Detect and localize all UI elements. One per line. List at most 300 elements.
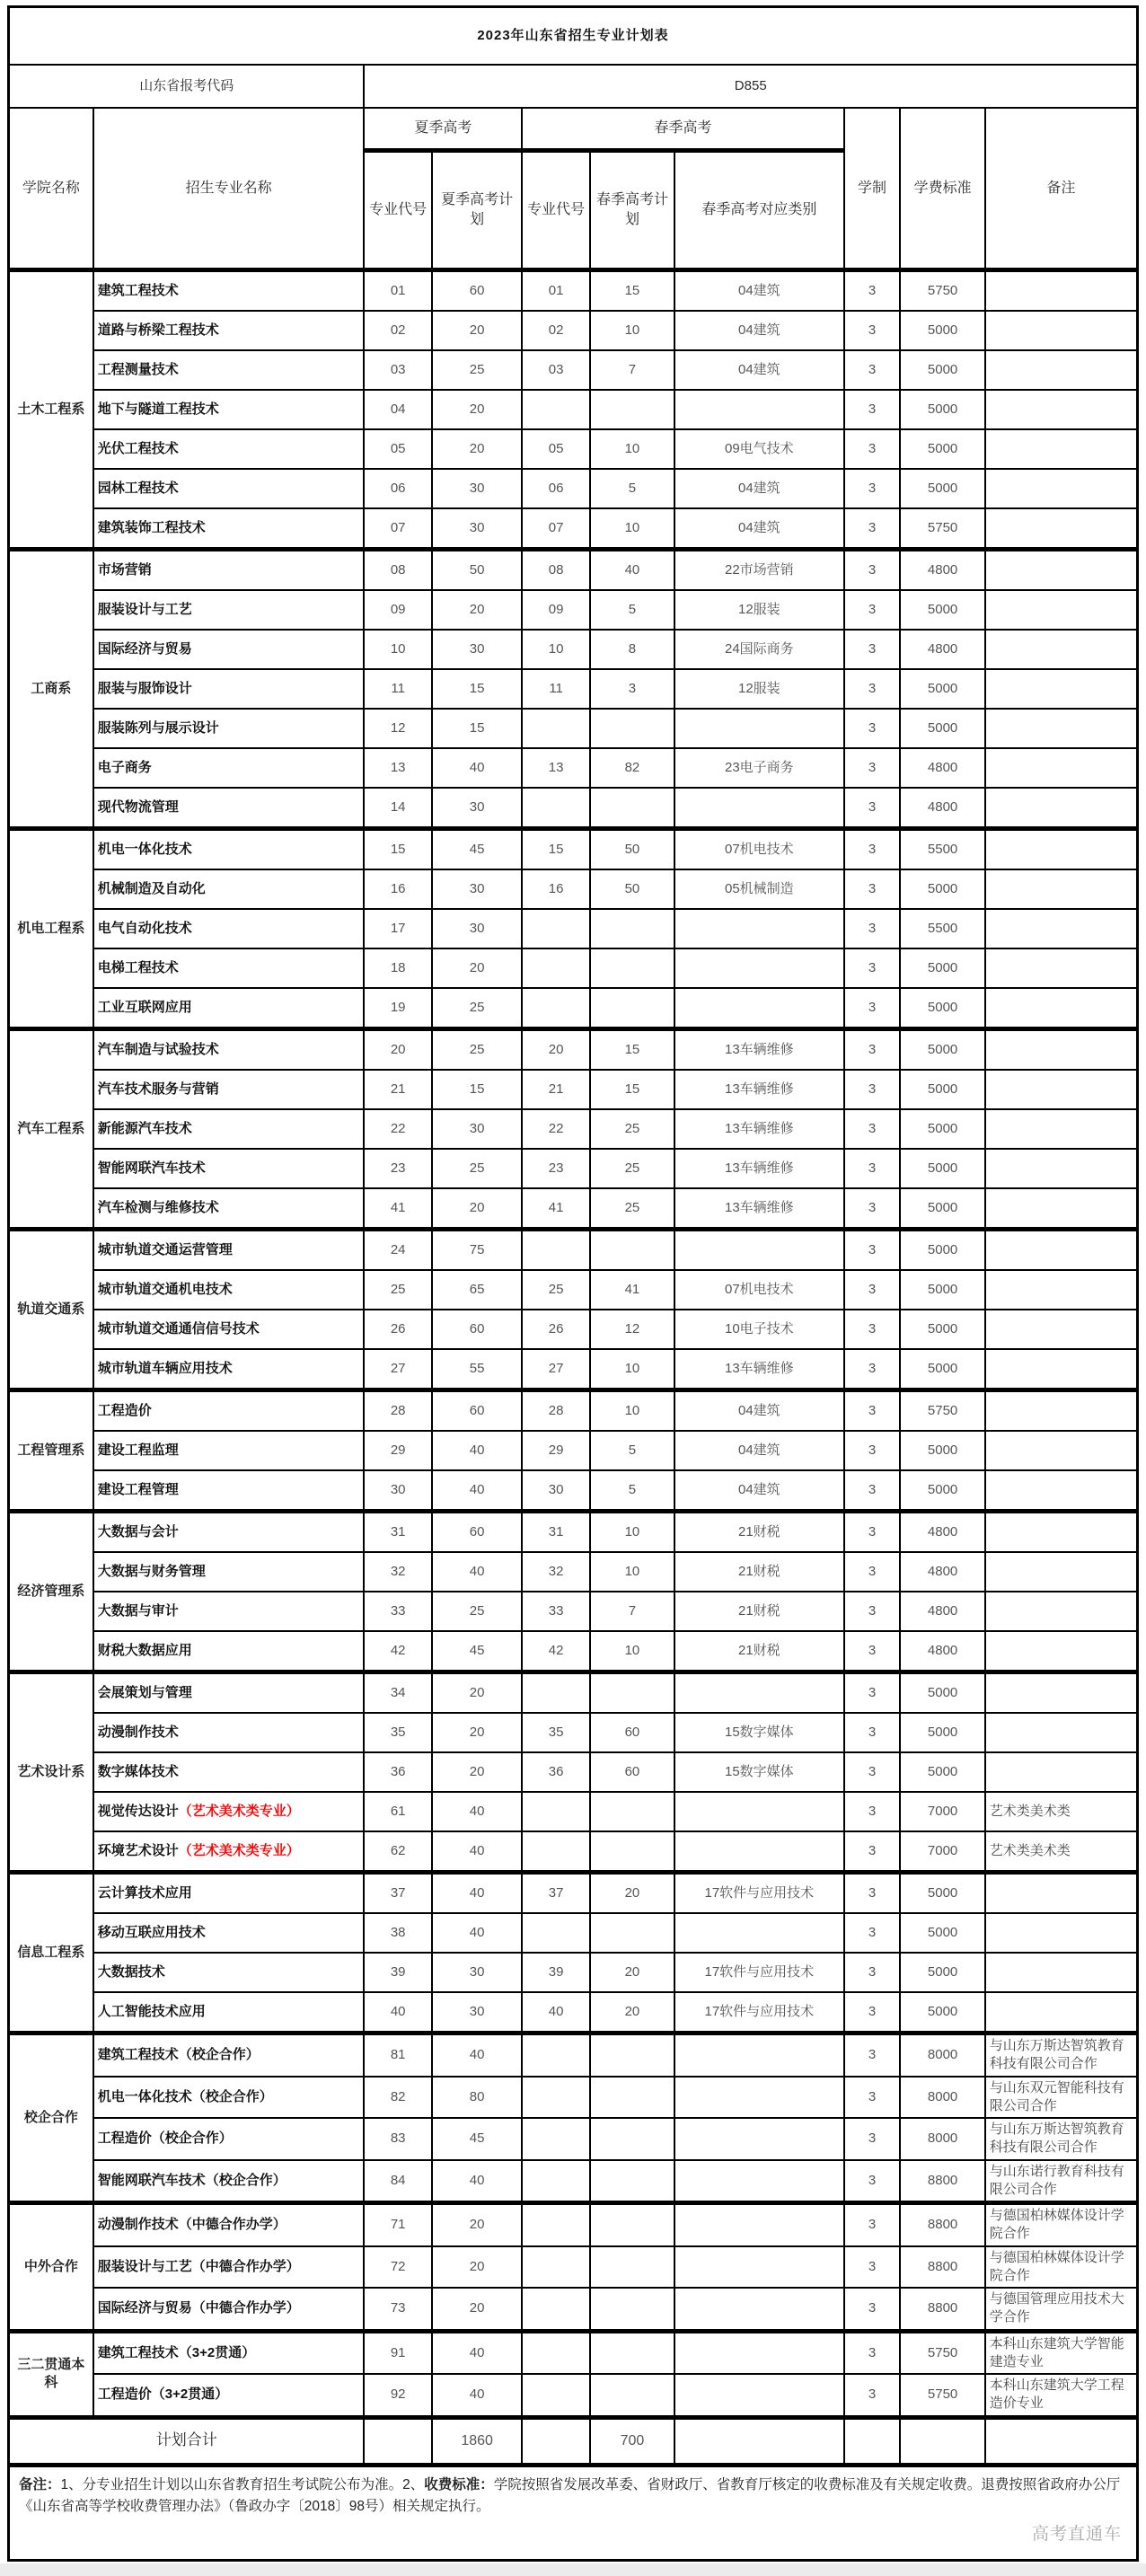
duration-cell: 3 [844,1953,901,1992]
summer-code-cell: 40 [364,1992,431,2033]
spring-plan-cell: 15 [590,1029,674,1071]
summer-plan-cell: 40 [432,1831,523,1873]
summer-code-cell: 04 [364,390,431,429]
summer-plan-cell: 20 [432,2203,523,2246]
footnote-part2: 学院按照省发展改革委、省财政厅、省教育厅核定的收费标准及有关规定收费。退费按照省政府办公厅《山东省高等学校收费管理办法》（鲁政办字〔2018〕98号）相关规定执行。 [19,2476,1121,2514]
summer-plan-cell: 30 [432,1953,523,1992]
duration-cell: 3 [844,1672,901,1714]
duration-cell: 3 [844,2160,901,2203]
major-name-cell [93,748,365,788]
major-name-cell [93,909,365,948]
table-row [9,469,1138,508]
table-row [9,1230,1138,1271]
tuition-cell: 4800 [900,1512,984,1553]
college-name-cell: 轨道交通系 [9,1230,93,1390]
duration-cell: 3 [844,2203,901,2246]
spring-category-cell: 17软件与应用技术 [674,1992,844,2033]
footnote-text [19,2475,1127,2518]
summer-code-cell: 05 [364,429,431,469]
remark-cell [985,748,1138,788]
college-name-cell: 汽车工程系 [9,1029,93,1230]
header-duration: 学制 [844,108,901,270]
spring-code-cell: 21 [522,1070,589,1109]
total-spring-plan: 700 [590,2417,674,2465]
header-band-row [9,108,1138,151]
spring-category-cell: 04建筑 [674,350,844,390]
remark-cell [985,1752,1138,1792]
college-name-cell: 经济管理系 [9,1512,93,1672]
duration-cell: 3 [844,669,901,709]
major-name-text: 云计算技术应用 [97,1884,192,1901]
major-name-text: 服装陈列与展示设计 [97,719,219,736]
duration-cell: 3 [844,1431,901,1470]
summer-code-cell: 42 [364,1631,431,1672]
spring-plan-cell: 10 [590,1552,674,1592]
college-name-cell: 工商系 [9,550,93,829]
summer-plan-cell: 20 [432,1188,523,1230]
summer-plan-cell: 40 [432,2033,523,2077]
spring-category-cell [674,988,844,1029]
spring-category-cell [674,909,844,948]
spring-plan-cell: 10 [590,1512,674,1553]
duration-cell: 3 [844,390,901,429]
spring-plan-cell [590,390,674,429]
summer-code-cell: 21 [364,1070,431,1109]
spring-code-cell [522,2331,589,2374]
major-name-cell [93,550,365,591]
major-red-note: （艺术美术类专业） [178,1803,300,1819]
tuition-cell: 5000 [900,590,984,630]
remark-cell: 与山东万斯达智筑教育科技有限公司合作 [985,2118,1138,2160]
spring-code-cell [522,2033,589,2077]
spring-code-cell: 29 [522,1431,589,1470]
summer-plan-cell: 25 [432,1029,523,1071]
tuition-cell: 5000 [900,1470,984,1512]
summer-code-cell: 34 [364,1672,431,1714]
summer-plan-cell: 30 [432,630,523,669]
tuition-cell: 5000 [900,1752,984,1792]
college-name-cell: 土木工程系 [9,270,93,550]
summer-code-cell: 12 [364,709,431,748]
major-name-text: 工程测量技术 [97,361,179,377]
summer-code-cell: 71 [364,2203,431,2246]
spring-code-cell [522,390,589,429]
summer-code-cell: 02 [364,311,431,350]
major-name-text: 数字媒体技术 [97,1763,179,1779]
table-row [9,1029,1138,1071]
spring-code-cell: 40 [522,1992,589,2033]
spring-category-cell: 21财税 [674,1512,844,1553]
header-summer-code: 专业代号 [364,151,431,270]
duration-cell: 3 [844,2246,901,2289]
table-row [9,1792,1138,1831]
spring-category-cell [674,2288,844,2331]
major-name-cell [93,788,365,829]
major-name-cell [93,1270,365,1310]
major-name-text: 汽车技术服务与营销 [97,1081,219,1097]
major-name-text: 建筑工程技术（校企合作） [97,2047,260,2063]
table-row [9,2288,1138,2331]
tuition-cell: 4800 [900,748,984,788]
spring-plan-cell: 25 [590,1188,674,1230]
total-summer-code-cell [364,2417,431,2465]
table-row [9,1270,1138,1310]
spring-category-cell: 13车辆维修 [674,1149,844,1188]
major-name-cell [93,669,365,709]
spring-code-cell: 39 [522,1953,589,1992]
footnote-row [9,2465,1138,2560]
summer-plan-cell: 60 [432,1390,523,1432]
major-name-cell [93,390,365,429]
summer-plan-cell: 25 [432,988,523,1029]
spring-code-cell [522,909,589,948]
duration-cell: 3 [844,1470,901,1512]
major-name-text: 城市轨道交通运营管理 [97,1241,233,1257]
summer-plan-cell: 40 [432,2160,523,2203]
tuition-cell: 5000 [900,1713,984,1752]
spring-plan-cell [590,1230,674,1271]
summer-plan-cell: 50 [432,550,523,591]
total-tuition-cell [900,2417,984,2465]
spring-plan-cell: 60 [590,1713,674,1752]
duration-cell: 3 [844,2331,901,2374]
spring-code-cell [522,2118,589,2160]
remark-cell [985,909,1138,948]
summer-code-cell: 30 [364,1470,431,1512]
remark-cell [985,350,1138,390]
spring-plan-cell: 12 [590,1310,674,1349]
code-row [9,65,1138,108]
summer-plan-cell: 40 [432,1792,523,1831]
summer-code-cell: 61 [364,1792,431,1831]
remark-cell [985,1873,1138,1914]
major-name-text: 大数据与会计 [97,1523,179,1539]
table-row [9,270,1138,312]
summer-code-cell: 41 [364,1188,431,1230]
duration-cell: 3 [844,1873,901,1914]
major-name-text: 电梯工程技术 [97,959,179,975]
total-spring-category-cell [674,2417,844,2465]
summer-plan-cell: 40 [432,748,523,788]
duration-cell: 3 [844,270,901,312]
summer-plan-cell: 40 [432,1913,523,1953]
remark-cell [985,1672,1138,1714]
tuition-cell: 5750 [900,508,984,550]
summer-code-cell: 22 [364,1109,431,1149]
remark-cell [985,1431,1138,1470]
major-name-text: 建筑装饰工程技术 [97,519,206,535]
table-row [9,1592,1138,1631]
header-college: 学院名称 [9,108,93,270]
table-row [9,788,1138,829]
remark-cell [985,869,1138,909]
major-name-cell [93,869,365,909]
major-name-cell [93,2374,365,2417]
tuition-cell: 8800 [900,2160,984,2203]
duration-cell: 3 [844,1713,901,1752]
header-summer-group: 夏季高考 [364,108,522,151]
spring-category-cell: 04建筑 [674,469,844,508]
summer-plan-cell: 20 [432,2288,523,2331]
tuition-cell: 5000 [900,1672,984,1714]
college-name-cell: 工程管理系 [9,1390,93,1512]
major-name-cell [93,350,365,390]
spring-category-cell [674,2246,844,2289]
college-name-cell: 艺术设计系 [9,1672,93,1873]
major-name-text: 大数据技术 [97,1963,165,1980]
summer-code-cell: 09 [364,590,431,630]
tuition-cell: 5500 [900,829,984,870]
table-row [9,1752,1138,1792]
spring-code-cell: 15 [522,829,589,870]
spring-code-cell [522,1913,589,1953]
major-name-text: 国际经济与贸易 [97,640,192,657]
spring-code-cell: 10 [522,630,589,669]
header-summer-plan: 夏季高考计划 [432,151,523,270]
spring-code-cell: 41 [522,1188,589,1230]
total-label: 计划合计 [9,2417,365,2465]
major-name-text: 服装与服饰设计 [97,680,192,696]
spring-category-cell: 24国际商务 [674,630,844,669]
duration-cell: 3 [844,1552,901,1592]
summer-plan-cell: 15 [432,669,523,709]
remark-cell [985,1631,1138,1672]
tuition-cell: 4800 [900,630,984,669]
spring-plan-cell: 10 [590,1349,674,1390]
remark-cell [985,590,1138,630]
major-name-cell [93,508,365,550]
spring-code-cell: 26 [522,1310,589,1349]
spring-category-cell [674,1792,844,1831]
spring-code-cell: 07 [522,508,589,550]
summer-plan-cell: 40 [432,1552,523,1592]
college-name-cell: 信息工程系 [9,1873,93,2033]
spring-plan-cell: 7 [590,350,674,390]
summer-plan-cell: 75 [432,1230,523,1271]
remark-cell [985,270,1138,312]
spring-plan-cell: 7 [590,1592,674,1631]
summer-code-cell: 15 [364,829,431,870]
spring-category-cell [674,2118,844,2160]
spring-plan-cell [590,1792,674,1831]
tuition-cell: 4800 [900,1552,984,1592]
remark-cell: 与山东诺行教育科技有限公司合作 [985,2160,1138,2203]
spring-plan-cell [590,2118,674,2160]
summer-code-cell: 31 [364,1512,431,1553]
province-code-value: D855 [364,65,1137,108]
table-row [9,1512,1138,1553]
spring-code-cell: 30 [522,1470,589,1512]
duration-cell: 3 [844,1512,901,1553]
duration-cell: 3 [844,350,901,390]
tuition-cell: 5000 [900,1188,984,1230]
major-name-cell [93,1029,365,1071]
table-row [9,590,1138,630]
remark-cell: 与德国柏林媒体设计学院合作 [985,2246,1138,2289]
major-name-cell [93,2288,365,2331]
major-name-cell [93,630,365,669]
table-row [9,1713,1138,1752]
remark-cell [985,1713,1138,1752]
summer-code-cell: 20 [364,1029,431,1071]
tuition-cell: 5750 [900,2331,984,2374]
total-remark-cell [985,2417,1138,2465]
duration-cell: 3 [844,1029,901,1071]
duration-cell: 3 [844,1188,901,1230]
major-name-text: 建筑工程技术 [97,282,179,298]
remark-cell [985,829,1138,870]
tuition-cell: 5000 [900,1913,984,1953]
major-name-text: 城市轨道交通机电技术 [97,1281,233,1297]
remark-cell [985,1188,1138,1230]
summer-code-cell: 27 [364,1349,431,1390]
summer-code-cell: 23 [364,1149,431,1188]
table-row [9,1310,1138,1349]
major-name-cell [93,311,365,350]
summer-code-cell: 24 [364,1230,431,1271]
tuition-cell: 5000 [900,1953,984,1992]
tuition-cell: 5000 [900,948,984,988]
spring-category-cell: 04建筑 [674,508,844,550]
remark-cell [985,788,1138,829]
spring-code-cell: 25 [522,1270,589,1310]
spring-code-cell: 23 [522,1149,589,1188]
duration-cell: 3 [844,1070,901,1109]
major-name-cell [93,590,365,630]
table-row [9,1631,1138,1672]
summer-plan-cell: 30 [432,909,523,948]
spring-plan-cell: 15 [590,270,674,312]
spring-plan-cell: 50 [590,869,674,909]
major-name-text: 现代物流管理 [97,798,179,815]
remark-cell [985,508,1138,550]
spring-category-cell: 17软件与应用技术 [674,1953,844,1992]
spring-category-cell: 13车辆维修 [674,1109,844,1149]
table-row [9,1188,1138,1230]
summer-plan-cell: 30 [432,1992,523,2033]
major-name-text: 机电一体化技术 [97,841,192,857]
remark-cell [985,469,1138,508]
header-spring-plan: 春季高考计划 [590,151,674,270]
summer-plan-cell: 40 [432,1470,523,1512]
summer-plan-cell: 20 [432,1752,523,1792]
duration-cell: 3 [844,709,901,748]
remark-cell: 与德国管理应用技术大学合作 [985,2288,1138,2331]
summer-code-cell: 28 [364,1390,431,1432]
total-duration-cell [844,2417,901,2465]
remark-cell: 本科山东建筑大学工程造价专业 [985,2374,1138,2417]
college-name-cell: 中外合作 [9,2203,93,2332]
spring-plan-cell: 10 [590,311,674,350]
spring-code-cell: 37 [522,1873,589,1914]
spring-code-cell: 16 [522,869,589,909]
spring-category-cell [674,1913,844,1953]
major-name-text: 动漫制作技术 [97,1724,179,1740]
tuition-cell: 5000 [900,1109,984,1149]
duration-cell: 3 [844,1390,901,1432]
summer-plan-cell: 65 [432,1270,523,1310]
summer-plan-cell: 45 [432,1631,523,1672]
spring-category-cell [674,1672,844,1714]
spring-plan-cell: 10 [590,1390,674,1432]
remark-cell [985,1070,1138,1109]
spring-category-cell: 13车辆维修 [674,1070,844,1109]
footnote-lead: 备注： [19,2476,61,2492]
spring-code-cell [522,1230,589,1271]
spring-category-cell: 13车辆维修 [674,1349,844,1390]
summer-code-cell: 92 [364,2374,431,2417]
table-row [9,829,1138,870]
duration-cell: 3 [844,1631,901,1672]
spring-code-cell [522,948,589,988]
tuition-cell: 5000 [900,390,984,429]
remark-cell [985,1913,1138,1953]
tuition-cell: 5000 [900,1310,984,1349]
major-name-cell [93,1713,365,1752]
duration-cell: 3 [844,550,901,591]
duration-cell: 3 [844,590,901,630]
summer-plan-cell: 30 [432,1109,523,1149]
summer-code-cell: 83 [364,2118,431,2160]
spring-category-cell: 15数字媒体 [674,1752,844,1792]
major-name-cell [93,1631,365,1672]
tuition-cell: 8000 [900,2077,984,2119]
remark-cell: 与山东万斯达智筑教育科技有限公司合作 [985,2033,1138,2077]
major-name-text: 道路与桥梁工程技术 [97,322,219,338]
summer-code-cell: 19 [364,988,431,1029]
remark-cell [985,1270,1138,1310]
table-row [9,630,1138,669]
table-row [9,909,1138,948]
table-row [9,1992,1138,2033]
spring-code-cell: 36 [522,1752,589,1792]
spring-category-cell [674,390,844,429]
spring-code-cell [522,988,589,1029]
province-code-label: 山东省报考代码 [9,65,365,108]
spring-code-cell: 01 [522,270,589,312]
spring-plan-cell: 5 [590,590,674,630]
table-row [9,748,1138,788]
duration-cell: 3 [844,1109,901,1149]
major-name-text: 会展策划与管理 [97,1684,192,1700]
duration-cell: 3 [844,829,901,870]
major-name-cell [93,1672,365,1714]
remark-cell [985,1230,1138,1271]
tuition-cell: 4800 [900,788,984,829]
spring-category-cell: 12服装 [674,590,844,630]
spring-code-cell: 22 [522,1109,589,1149]
major-name-text: 财税大数据应用 [97,1642,192,1658]
major-name-text: 大数据与财务管理 [97,1563,206,1579]
remark-cell: 艺术类美术类 [985,1792,1138,1831]
tuition-cell: 8000 [900,2033,984,2077]
major-name-cell [93,1992,365,2033]
spring-plan-cell [590,2077,674,2119]
major-name-cell [93,1431,365,1470]
major-name-cell [93,2246,365,2289]
duration-cell: 3 [844,948,901,988]
remark-cell [985,311,1138,350]
spring-code-cell: 35 [522,1713,589,1752]
header-spring-category: 春季高考对应类别 [674,151,844,270]
major-name-text: 地下与隧道工程技术 [97,401,219,417]
remark-cell [985,550,1138,591]
duration-cell: 3 [844,1792,901,1831]
tuition-cell: 7000 [900,1831,984,1873]
table-row [9,2033,1138,2077]
spring-plan-cell: 3 [590,669,674,709]
summer-plan-cell: 40 [432,2331,523,2374]
